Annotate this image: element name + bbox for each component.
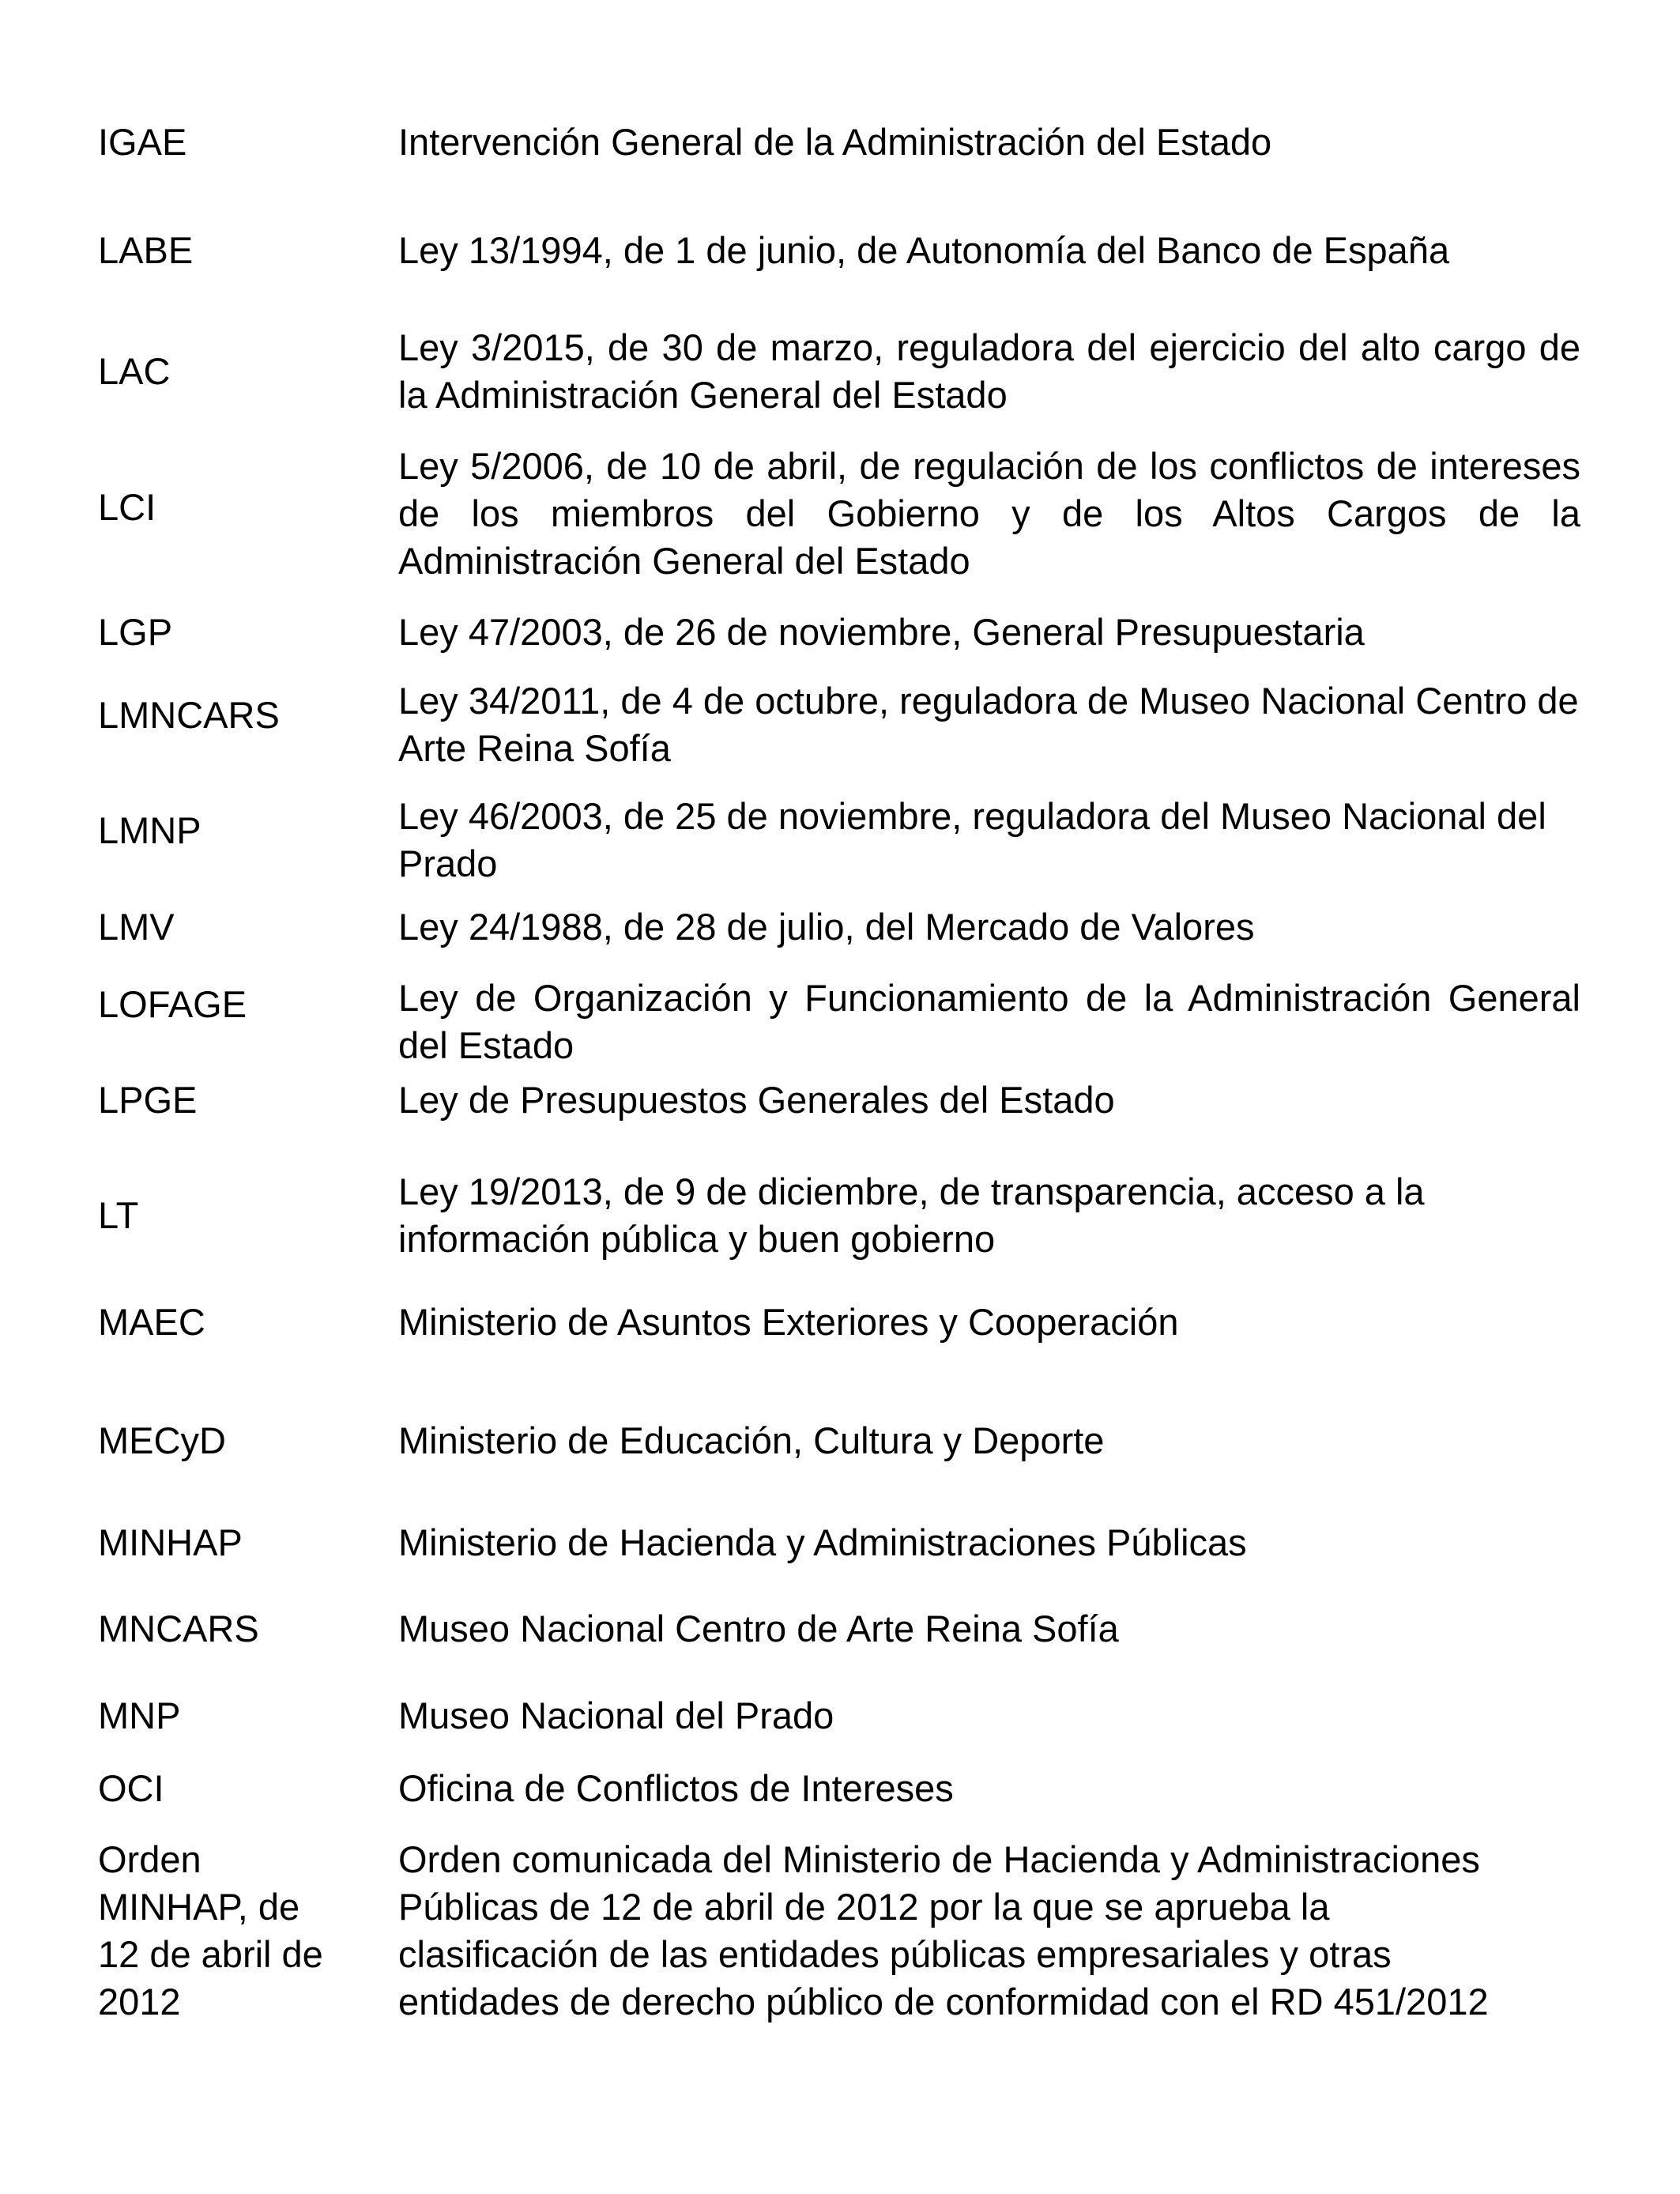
- definition: Ley de Organización y Funcionamiento de la Administración General del Estado: [398, 977, 1580, 1066]
- definition: Ley 46/2003, de 25 de noviembre, reguladora del Museo Nacional del Prado: [398, 795, 1546, 884]
- definition: Ley 3/2015, de 30 de marzo, reguladora del ejercicio del alto cargo de la Administración General del Estado: [398, 326, 1580, 416]
- definition: Ley 19/2013, de 9 de diciembre, de transparencia, acceso a la información pública y buen gobierno: [398, 1171, 1425, 1260]
- abbreviation: LMNCARS: [98, 694, 280, 736]
- abbreviation: LOFAGE: [98, 983, 247, 1025]
- definition: Oficina de Conflictos de Intereses: [398, 1767, 954, 1809]
- definition: Museo Nacional Centro de Arte Reina Sofía: [398, 1608, 1119, 1649]
- abbreviation-line: 2012: [98, 1981, 181, 2022]
- abbreviation: LPGE: [98, 1079, 198, 1121]
- abbreviation: MNCARS: [98, 1608, 259, 1649]
- definition-line: Públicas de 12 de abril de 2012 por la que se aprueba la: [398, 1886, 1330, 1928]
- definition: Intervención General de la Administración del Estado: [398, 121, 1272, 163]
- definition: [398, 1836, 1580, 2026]
- abbreviation: LMNP: [98, 809, 202, 851]
- abbreviation-line: Orden: [98, 1838, 202, 1880]
- definition: Ministerio de Educación, Cultura y Deporte: [398, 1419, 1105, 1461]
- definition-line: clasificación de las entidades públicas empresariales y otras: [398, 1933, 1392, 1975]
- definition: Ley 5/2006, de 10 de abril, de regulación de los conflictos de intereses de los miembros del Gobierno y de los Altos Cargos de la Administración General del Estado: [398, 445, 1580, 582]
- abbreviation: LGP: [98, 611, 173, 653]
- abbreviation: LMV: [98, 906, 175, 948]
- abbreviation: MINHAP: [98, 1521, 243, 1563]
- abbreviation: OCI: [98, 1767, 164, 1809]
- definition: Ley 13/1994, de 1 de junio, de Autonomía del Banco de España: [398, 229, 1450, 271]
- definition: Ley 34/2011, de 4 de octubre, reguladora de Museo Nacional Centro de Arte Reina Sofía: [398, 680, 1579, 769]
- definition-line: Orden comunicada del Ministerio de Hacienda y Administraciones: [398, 1838, 1480, 1880]
- definition: Ministerio de Asuntos Exteriores y Cooperación: [398, 1301, 1179, 1343]
- definition: Ley de Presupuestos Generales del Estado: [398, 1079, 1115, 1121]
- definition: Ley 47/2003, de 26 de noviembre, General Presupuestaria: [398, 611, 1365, 653]
- abbreviation: MAEC: [98, 1301, 205, 1343]
- definition: Ley 24/1988, de 28 de julio, del Mercado de Valores: [398, 906, 1255, 948]
- definition: Ministerio de Hacienda y Administraciones Públicas: [398, 1521, 1247, 1563]
- abbreviation: IGAE: [98, 121, 187, 163]
- abbreviation-line: 12 de abril de: [98, 1933, 323, 1975]
- abbreviation: MECyD: [98, 1419, 226, 1461]
- abbreviation: LABE: [98, 229, 194, 271]
- abbreviation: MNP: [98, 1695, 181, 1736]
- abbreviation-line: MINHAP, de: [98, 1886, 300, 1928]
- abbreviation: LCI: [98, 486, 156, 528]
- abbreviation: LAC: [98, 350, 171, 392]
- definition: Museo Nacional del Prado: [398, 1695, 834, 1736]
- abbreviation: [98, 1836, 390, 2026]
- abbreviation: LT: [98, 1194, 139, 1236]
- definition-line: entidades de derecho público de conformidad con el RD 451/2012: [398, 1981, 1489, 2022]
